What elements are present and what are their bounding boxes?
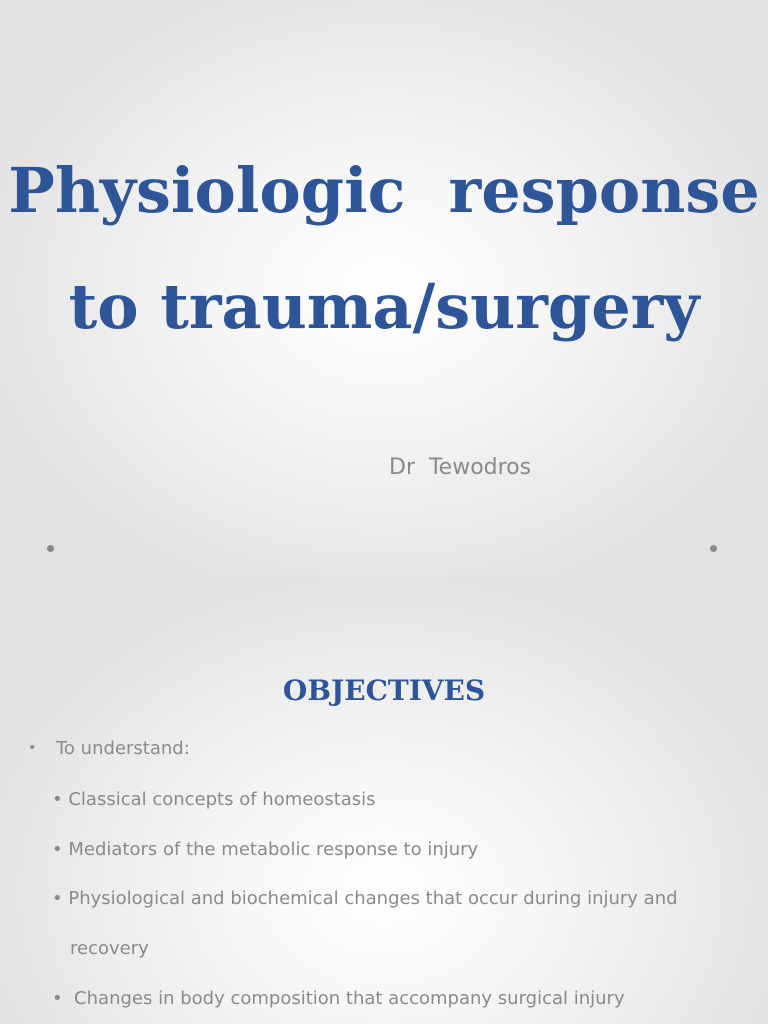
bullet-mark-icon: •	[28, 740, 37, 756]
author-name: Dr Tewodros	[389, 455, 532, 480]
list-item: • Mediators of the metabolic response to injury	[52, 839, 479, 860]
list-item: • Classical concepts of homeostasis	[52, 789, 376, 810]
bullet-intro	[28, 738, 190, 760]
list-item: • Physiological and biochemical changes that occur during injury and	[52, 888, 678, 909]
list-item-continuation: recovery	[70, 938, 149, 959]
slide-title-line-2: to trauma/surgery	[68, 270, 700, 343]
objectives-slide	[0, 577, 768, 1024]
objectives-title: OBJECTIVES	[282, 674, 486, 707]
list-item: • Changes in body composition that accompany surgical injury	[52, 988, 625, 1009]
bullet-dot-icon	[710, 545, 717, 552]
bullet-intro-text: To understand:	[56, 738, 190, 759]
slide-title-line-1: Physiologic response	[8, 154, 760, 227]
bullet-dot-icon	[47, 545, 54, 552]
